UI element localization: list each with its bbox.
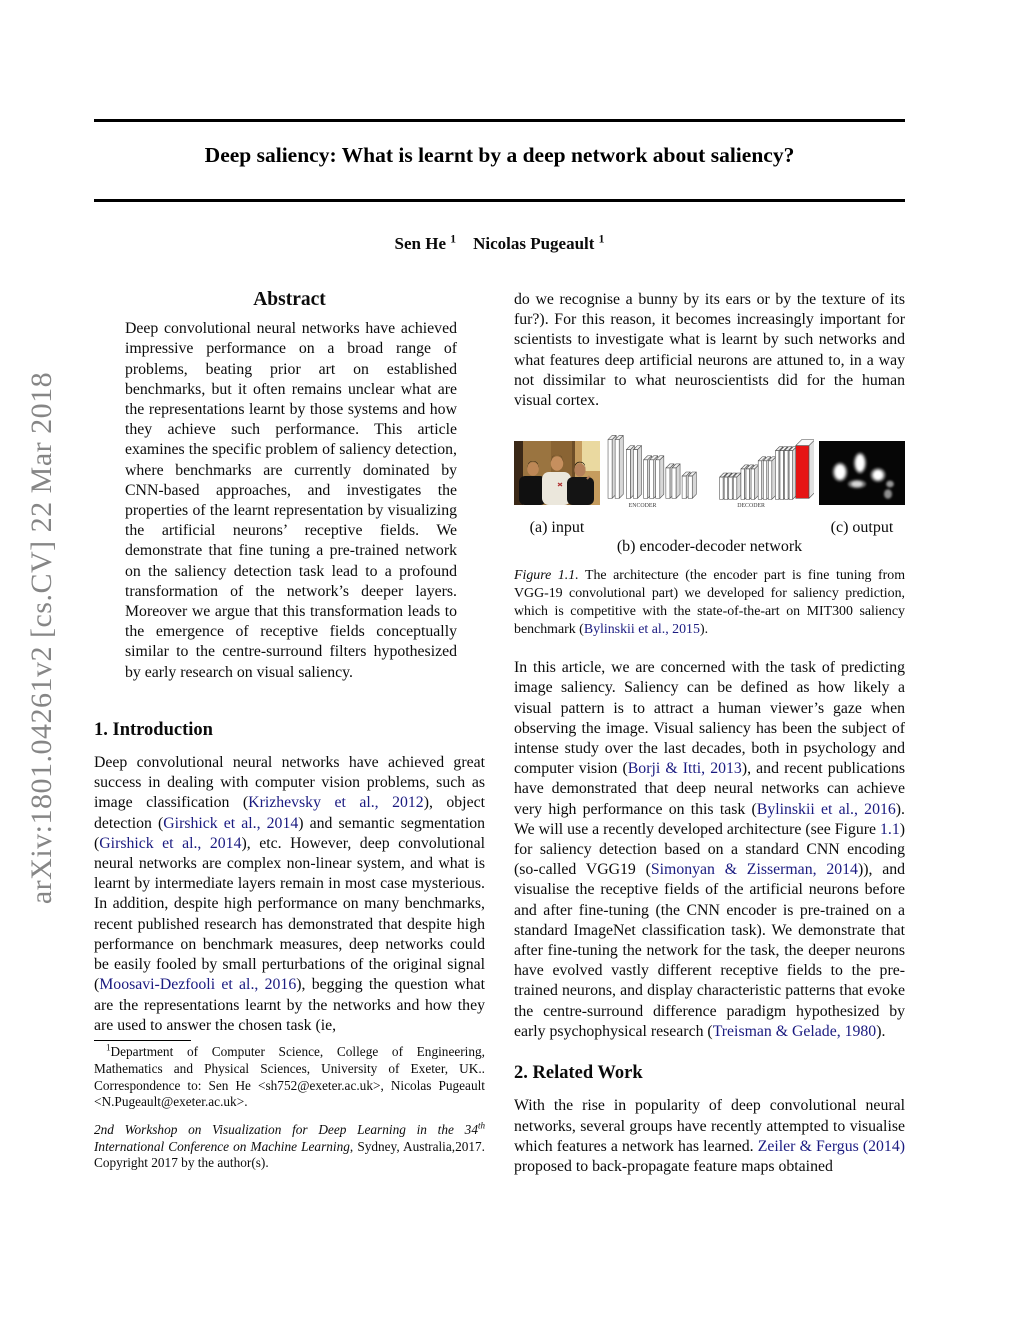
figure-1-1: [514, 432, 905, 638]
footnote-department: [94, 1044, 485, 1111]
text-segment: International Conference on Machine Learning: [94, 1138, 350, 1154]
left-column: [94, 290, 485, 1172]
text-segment: th: [477, 1120, 485, 1131]
section-heading-related-work: 2. Related Work: [514, 1063, 643, 1084]
text-segment: [456, 234, 473, 253]
citation-link[interactable]: Simonyan & Zisserman, 2014: [650, 861, 858, 879]
introduction-continuation-paragraph: do we recognise a bunny by its ears or by the texture of its fur?). For this reason, it becomes increasingly important for scientists to investigate what is learnt by such networks and what features deep artificial neurons are attuned to, in a way not dissimilar to what neuroscientists did for the human visual cortex.: [514, 291, 905, 410]
citation-link[interactable]: Treisman & Gelade, 1980: [712, 1022, 877, 1040]
text-segment: 1: [106, 1042, 111, 1053]
related-work-paragraph: [514, 1096, 905, 1177]
text-segment: , Sydney, Australia,2017. Copyright 2017 by the author(s).: [94, 1138, 486, 1171]
figure-output-saliency-map: [819, 441, 905, 505]
figure-row: [514, 432, 905, 514]
title-rule-bottom: [94, 199, 905, 202]
citation-link[interactable]: Moosavi-Dezfooli et al., 2016: [99, 976, 297, 994]
text-segment: Nicolas Pugeault: [473, 234, 599, 253]
text-segment: Figure 1.1.: [514, 568, 579, 584]
text-segment: Deep convolutional neural networks have achieved great success in dealing with computer vision problems, such as image classification (: [94, 754, 485, 812]
introduction-paragraph: [94, 753, 485, 1036]
figure-label-c: (c) output: [830, 519, 894, 537]
text-segment: Department of Computer Science, College of Engineering, Mathematics and Physical Sciences, University of Exeter, UK.. Correspondence to: Sen He <sh752@exeter.ac.uk>, Nicolas Pugeault <N.Pugeault@exeter.ac.uk>.: [94, 1044, 485, 1110]
right-column: [514, 290, 905, 1177]
text-segment: The architecture (the encoder part is fine tuning from VGG-19 convolutional part) we developed for saliency prediction, which is competitive with the state-of-the-art on MIT300 saliency benchmark (: [514, 568, 906, 637]
footnote-department-text: [94, 1044, 485, 1109]
text-segment: Sen He: [394, 234, 451, 253]
figure-sublabels: [514, 518, 905, 537]
citation-link[interactable]: Girshick et al., 2014: [99, 834, 242, 852]
text-segment: 1: [450, 232, 457, 246]
figure-input-photo: [514, 441, 600, 505]
encoder-decoder-diagram: [606, 433, 814, 513]
title-rule-top: [94, 119, 905, 122]
text-segment: )), and visualise the receptive fields of the artificial neurons before and after fine-tuning (the CNN encoder is pre-trained on a standard ImageNet classification task). We demonstrate that after fine-tuning the network for the task, the deeper neurons have evolved vastly different receptive fields to the pre-trained neurons, and display characteristic patterns that evoke the centre-surround difference paradigm hypothesized by early psychophysical research (: [514, 861, 906, 1040]
arxiv-stamp: arXiv:1801.04261v2 [cs.CV] 22 Mar 2018: [25, 371, 58, 905]
text-segment: ).: [876, 1022, 886, 1040]
citation-link[interactable]: Bylinskii et al., 2016: [756, 800, 896, 818]
text-segment: ).: [699, 621, 709, 637]
author-line: [94, 234, 905, 254]
figure-label-a: (a) input: [529, 519, 585, 537]
paper-title: Deep saliency: What is learnt by a deep network about saliency?: [204, 143, 795, 167]
article-paragraph: [514, 658, 905, 1042]
abstract-heading: Abstract: [253, 289, 326, 310]
citation-link[interactable]: Krizhevsky et al., 2012: [248, 794, 424, 812]
text-segment: ), begging the question what are the representations learnt by the networks and how they are used to answer the chosen task (ie,: [94, 976, 485, 1034]
text-segment: 2nd Workshop on Visualization for Deep Learning in the 34: [94, 1121, 478, 1137]
figure-caption: [514, 567, 905, 638]
text-segment: ) and semantic segmentation (: [94, 814, 486, 852]
decoder-label: DECODER: [736, 503, 765, 510]
text-segment: ). We will use a recently developed architecture (see Figure: [514, 800, 905, 838]
footnote-workshop: [94, 1122, 485, 1172]
citation-link[interactable]: Borji & Itti, 2013: [627, 760, 742, 778]
section-heading-introduction: 1. Introduction: [94, 719, 213, 740]
text-segment: ), etc. However, deep convolutional neural networks are complex non-linear system, and what is learnt by intermediate layers remain in most case mysterious. In addition, despite high performance on many benchmarks, recent published research has demonstrated that despite high performance on benchmark measures, deep networks could be easily fooled by small perturbations of the original signal (: [94, 834, 485, 994]
text-segment: ) for saliency detection based on a standard CNN encoding (so-called VGG19 (: [514, 820, 905, 879]
abstract-text: Deep convolutional neural networks have achieved impressive performance on a broad range of problems, beating prior art on established benchmarks, but it often remains unclear what are the representations learnt by those systems and how they achieve such performance. This article examines the specific problem of saliency detection, where benchmarks are currently dominated by CNN-based approaches, and investigates the properties of the learnt representation by visualizing the artificial neurons’ receptive fields. We demonstrate that fine tuning a pre-trained network on the saliency detection task lead to a profound transformation of the network’s deeper layers. Moreover we argue that this transformation leads to the emergence of receptive fields conceptually similar to the centre-surround filters hypothesized by early research on visual saliency.: [125, 320, 457, 681]
text-segment: In this article, we are concerned with the task of predicting image saliency. Saliency can be defined as how likely a visual pattern is to attract a human viewer’s gaze when observing the image. Visual saliency has been the subject of intense study over the last decades, both in psychology and computer vision (: [514, 659, 905, 778]
figure-label-b: (b) encoder-decoder network: [616, 538, 803, 556]
citation-link[interactable]: Girshick et al., 2014: [163, 814, 299, 832]
citation-link[interactable]: Zeiler & Fergus (2014): [757, 1137, 905, 1155]
footnote-rule: [94, 1040, 191, 1041]
text-segment: With the rise in popularity of deep convolutional neural networks, several groups have recently attempted to visualise which features a network has learned.: [514, 1097, 905, 1155]
text-segment: ), object detection (: [94, 794, 485, 832]
encoder-label: ENCODER: [628, 503, 656, 510]
text-segment: 1: [598, 232, 605, 246]
citation-link[interactable]: 1.1: [879, 820, 900, 838]
text-segment: proposed to back-propagate feature maps obtained: [514, 1157, 833, 1175]
text-segment: ), and recent publications have demonstrated that deep neural networks can achieve very high performance on this task (: [514, 760, 905, 818]
citation-link[interactable]: Bylinskii et al., 2015: [583, 621, 700, 637]
